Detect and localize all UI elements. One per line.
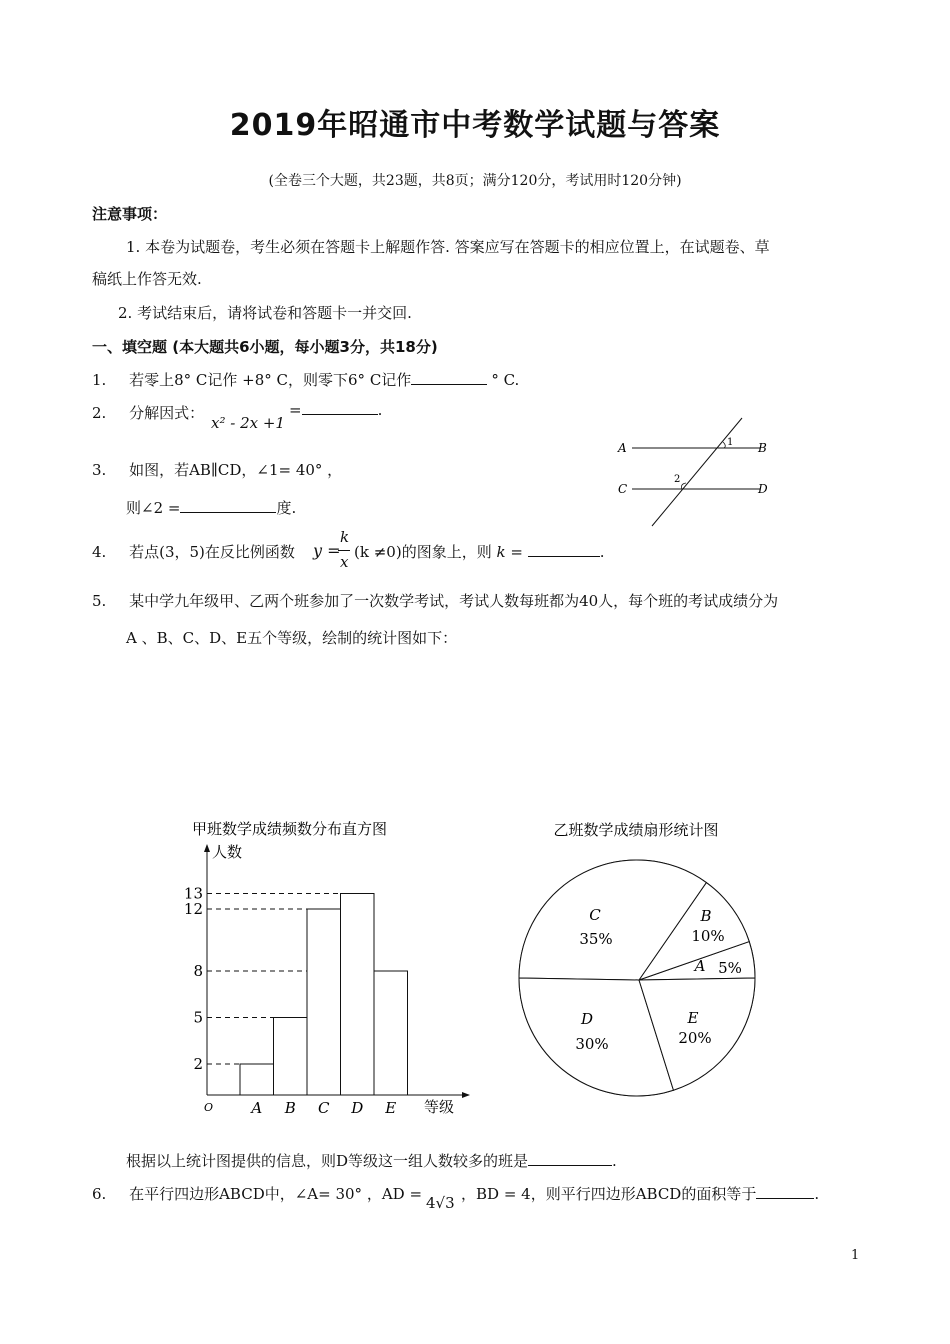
question-text: 则∠2 = [126, 499, 181, 517]
formula-y-eq: y = [313, 541, 341, 560]
period: . [599, 543, 605, 561]
bar-A [240, 1064, 274, 1095]
answer-blank [528, 542, 600, 557]
pie-value-C: 35% [579, 930, 613, 948]
answer-blank [411, 370, 487, 385]
period: . [612, 1152, 617, 1170]
pie-title: 乙班数学成绩扇形统计图 [553, 821, 719, 839]
y-tick-8: 8 [193, 962, 203, 980]
condition: (k ≠0) [354, 543, 402, 561]
pie-value-B: 10% [691, 927, 725, 945]
fraction-bar [338, 550, 350, 551]
pie-value-E: 20% [678, 1029, 712, 1047]
notice-item-2: 2. 考试结束后，请将试卷和答题卡一并交回. [118, 304, 412, 322]
histogram-title: 甲班数学成绩频数分布直方图 [192, 820, 388, 838]
pie-value-A: 5% [718, 959, 742, 977]
answer-blank [528, 1151, 612, 1166]
question-5-line2: A 、B、C、D、E五个等级，绘制的统计图如下： [126, 629, 458, 647]
notice-heading: 注意事项： [92, 205, 168, 223]
bar-B [274, 1018, 308, 1096]
question-number: 5. [92, 592, 107, 610]
question-4-tail [354, 541, 605, 562]
question-text: 根据以上统计图提供的信息，则D等级这一组人数较多的班是 [126, 1152, 529, 1170]
question-text: 在平行四边形ABCD中，∠A= 30° ，AD = [129, 1185, 423, 1203]
question-number: 3. [92, 461, 107, 479]
y-tick-13: 13 [183, 884, 203, 903]
question-5-after [126, 1150, 617, 1171]
period: . [377, 401, 383, 419]
x-tick-D: D [351, 1099, 364, 1117]
class-jia-histogram [180, 815, 480, 1120]
formula-x2-2x-1: x² - 2x +1 [211, 414, 285, 432]
label-c: C [618, 482, 628, 496]
question-text: ，BD = 4，则平行四边形ABCD的面积等于 [461, 1185, 757, 1203]
y-tick-12: 12 [183, 900, 203, 918]
page-subtitle: (全卷三个大题，共23题，共8页；满分120分，考试用时120分钟) [268, 173, 682, 189]
question-text: 如图，若AB∥CD，∠1= 40° ， [129, 461, 343, 479]
answer-blank [756, 1184, 814, 1199]
question-text: 分解因式： [129, 404, 205, 422]
question-text: 的图象上，则 [401, 543, 492, 561]
formula-numerator-k: k [340, 528, 350, 546]
question-2 [92, 402, 204, 423]
label-b: B [758, 441, 767, 455]
question-text: 若点(3，5)在反比例函数 [129, 543, 295, 561]
histogram-ylabel: 人数 [212, 843, 243, 861]
notice-item-1-cont: 稿纸上作答无效. [92, 270, 202, 288]
parallel-lines-figure [610, 410, 780, 530]
answer-blank [302, 400, 378, 415]
page-title: 2019年昭通市中考数学试题与答案 [229, 108, 721, 143]
class-yi-pie-chart [500, 815, 780, 1105]
question-tail: ° C. [491, 371, 520, 389]
question-number: 1. [92, 371, 107, 389]
origin-label: O [204, 1101, 214, 1114]
question-text: 某中学九年级甲、乙两个班参加了一次数学考试，考试人数每班都为40人，每个班的考试成绩分为 [129, 592, 779, 610]
bar-E [374, 971, 408, 1095]
formula-4-sqrt-3: 4√3 [426, 1194, 455, 1212]
angle-1-arc [723, 442, 725, 448]
question-number: 4. [92, 543, 107, 561]
variable-k: k [496, 543, 506, 561]
label-a: A [618, 441, 627, 455]
formula-denominator-x: x [340, 553, 349, 571]
pie-label-D: D [580, 1010, 594, 1028]
bar-D [341, 894, 375, 1096]
question-6-tail [461, 1183, 819, 1204]
question-number: 2. [92, 404, 107, 422]
period: . [814, 1185, 820, 1203]
bar-C [307, 909, 341, 1095]
question-3-line2 [126, 497, 296, 518]
equals-sign: = [289, 401, 302, 419]
label-angle-2: 2 [674, 474, 681, 485]
x-tick-A: A [251, 1099, 263, 1117]
histogram-xlabel: 等级 [424, 1098, 455, 1116]
pie-label-B: B [700, 907, 712, 925]
question-number: 6. [92, 1185, 107, 1203]
section-1-heading: 一、填空题 (本大题共6小题，每小题3分，共18分) [92, 338, 438, 356]
equals-sign: = [510, 543, 523, 561]
label-d: D [758, 482, 768, 496]
y-tick-2: 2 [193, 1055, 203, 1073]
page-number: 1 [851, 1248, 860, 1263]
x-tick-C: C [318, 1099, 330, 1117]
question-3 [92, 459, 342, 480]
question-1 [92, 369, 519, 390]
x-tick-B: B [284, 1099, 296, 1117]
label-angle-1: 1 [727, 437, 734, 448]
notice-item-1: 1. 本卷为试题卷，考生必须在答题卡上解题作答. 答案应写在答题卡的相应位置上，在试题卷、草 [126, 238, 770, 256]
question-text: 若零上8° C记作 +8° C，则零下6° C记作 [129, 371, 412, 389]
pie-label-E: E [687, 1009, 699, 1027]
question-2-tail [289, 400, 382, 419]
y-tick-5: 5 [193, 1008, 203, 1027]
pie-label-C: C [589, 906, 601, 924]
question-6 [92, 1183, 422, 1204]
pie-label-A: A [694, 957, 706, 975]
question-tail: 度. [276, 499, 297, 517]
x-tick-E: E [385, 1099, 397, 1117]
pie-value-D: 30% [575, 1035, 609, 1053]
question-5 [92, 590, 778, 611]
answer-blank [180, 498, 276, 513]
question-4 [92, 541, 295, 562]
transversal-line [652, 418, 742, 526]
